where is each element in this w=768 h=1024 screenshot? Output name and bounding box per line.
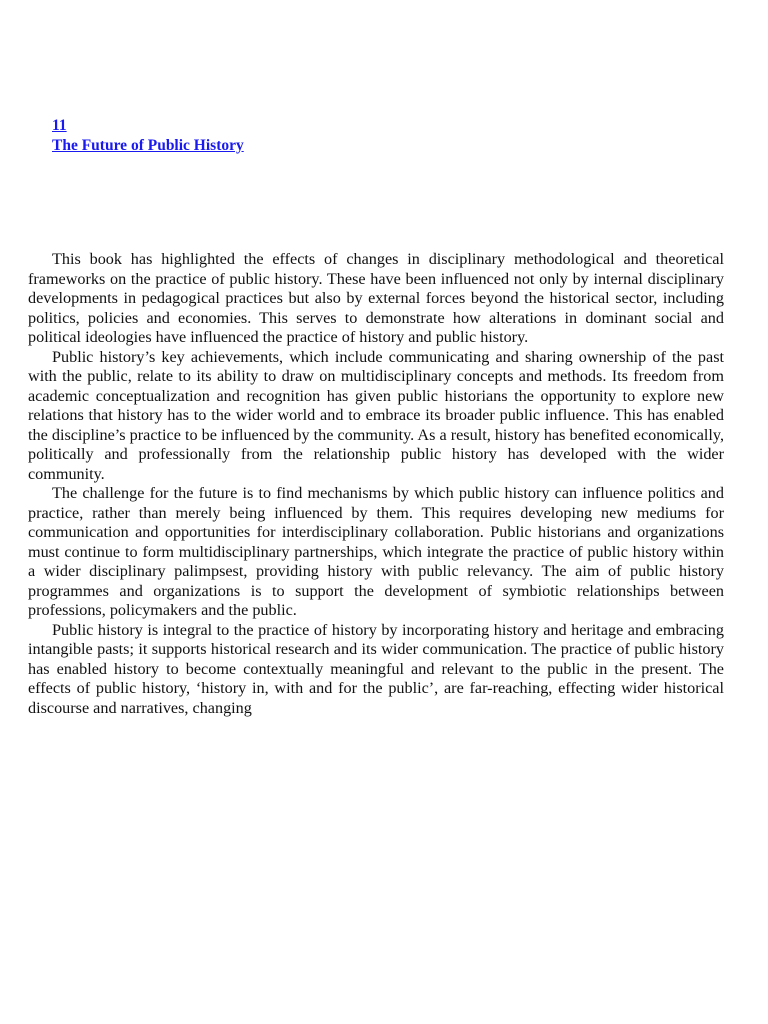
- paragraph: This book has highlighted the effects of changes in disciplinary methodological and theoretical frameworks on the practice of public history. These have been influenced not only by internal disciplinary developments in pedagogical practices but also by external forces beyond the historical sector, including politics, policies and economies. This serves to demonstrate how alterations in dominant social and political ideologies have influenced the practice of history and public history.: [28, 250, 724, 346]
- paragraph: Public history’s key achievements, which include communicating and sharing ownership of the past with the public, relate to its ability to draw on multidisciplinary concepts and methods. Its freedom from academic conceptualization and recognition has given public historians the opportunity to explore new relations that history has to the wider world and to embrace its broader public influence. This has enabled the discipline’s practice to be influenced by the community. As a result, history has benefited economically, politically and professionally from the relationship public history has developed with the wider community.: [28, 347, 724, 483]
- paragraph: Public history is integral to the practice of history by incorporating history and heritage and embracing intangible pasts; it supports historical research and its wider communication. The practice of public history has enabled history to become contextually meaningful and relevant to the public in the present. The effects of public history, ‘history in, with and for the public’, are far-reaching, effecting wider historical discourse and narratives, changing: [28, 620, 724, 717]
- chapter-body: [28, 250, 724, 718]
- paragraph: The challenge for the future is to find mechanisms by which public history can influence politics and practice, rather than merely being influenced by them. This requires developing new mediums for communication and opportunities for interdisciplinary collaboration. Public historians and organizations must continue to form multidisciplinary partnerships, which integrate the practice of public history within a wider disciplinary palimpsest, providing history with public relevancy. The aim of public history programmes and organizations is to support the development of symbiotic relationships between professions, policymakers and the public.: [28, 484, 724, 619]
- chapter-title-link[interactable]: The Future of Public History: [52, 136, 244, 154]
- chapter-number-link[interactable]: 11: [52, 117, 67, 134]
- chapter-heading: [52, 116, 244, 155]
